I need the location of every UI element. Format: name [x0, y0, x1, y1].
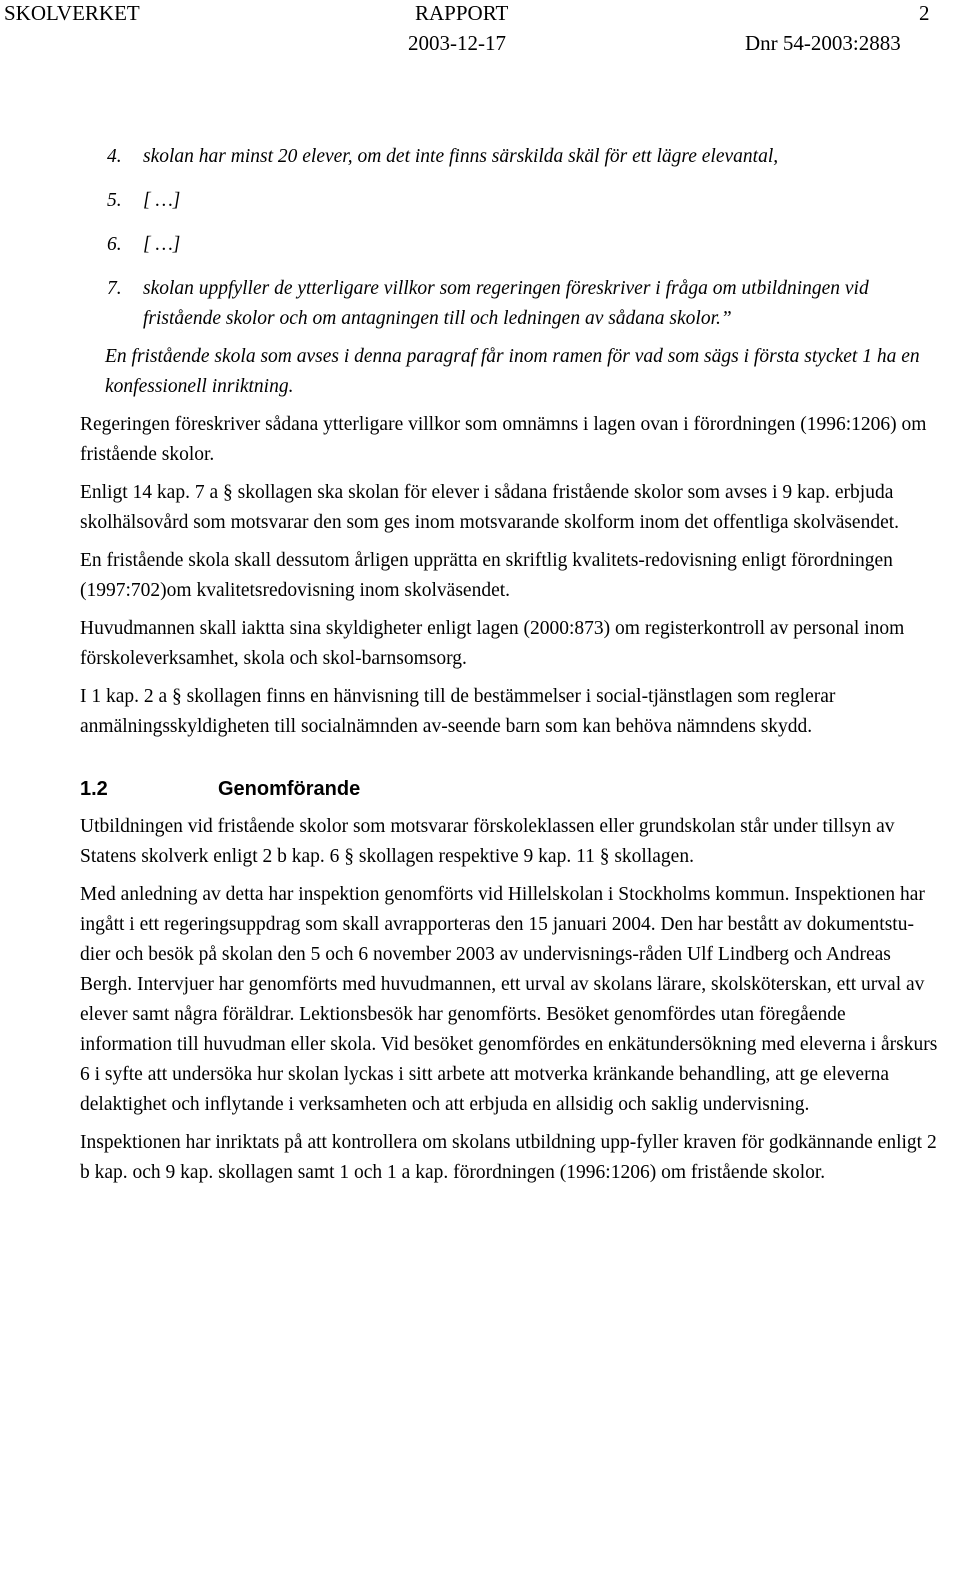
header-date: 2003-12-17: [408, 31, 506, 55]
header-registration-number: Dnr 54-2003:2883: [745, 31, 901, 55]
list-item-text: [ …]: [143, 190, 181, 211]
list-item-text: skolan har minst 20 elever, om det inte finns särskilda skäl för ett lägre elevantal,: [143, 146, 779, 167]
document-body: [80, 142, 940, 1194]
body-paragraph: Regeringen föreskriver sådana ytterligare villkor som omnämns i lagen ovan i förordningen (1996:1206) om fristående skolor.: [80, 414, 927, 465]
section-paragraph: Utbildningen vid fristående skolor som motsvarar förskoleklassen eller grundskolan står under tillsyn av Statens skolverk enligt 2 b kap. 6 § skollagen respektive 9 kap. 11 § skollagen.: [80, 816, 895, 867]
section-number: 1.2: [80, 778, 108, 800]
header-document-type: RAPPORT: [415, 1, 509, 25]
body-paragraph: En fristående skola skall dessutom årligen upprätta en skriftlig kvalitets-redovisning enligt förordningen (1997:702)om kvalitetsredovisning inom skolväsendet.: [80, 550, 893, 601]
list-item-number: 5.: [107, 190, 122, 211]
quoted-list-item: [107, 142, 940, 172]
quoted-list-item: [107, 274, 940, 334]
section-title: Genomförande: [218, 778, 361, 800]
section-heading: [80, 774, 940, 804]
body-paragraph: Huvudmannen skall iaktta sina skyldigheter enligt lagen (2000:873) om registerkontroll av personal inom förskoleverksamhet, skola och skol-barnsomsorg.: [80, 618, 905, 669]
body-paragraph: I 1 kap. 2 a § skollagen finns en hänvisning till de bestämmelser i social-tjänstlagen som reglerar anmälningsskyldigheten till socialnämnden av-seende barn som kan behöva nämndens skydd.: [80, 686, 836, 737]
list-item-number: 6.: [107, 234, 122, 255]
header-organization: SKOLVERKET: [4, 1, 140, 25]
quoted-list-item: [107, 230, 940, 260]
header-page-number: 2: [919, 1, 930, 25]
list-item-text: skolan uppfyller de ytterligare villkor som regeringen föreskriver i fråga om utbildningen vid fristående skolor och om antagningen till och ledningen av sådana skolor.”: [143, 278, 869, 329]
list-item-number: 7.: [107, 278, 122, 299]
body-paragraph: Enligt 14 kap. 7 a § skollagen ska skolan för elever i sådana fristående skolor som avses i 9 kap. erbjuda skolhälsovård som motsvarar den som ges inom motsvarande skolform inom det offentliga skolväsendet.: [80, 482, 900, 533]
section-paragraph: Med anledning av detta har inspektion genomförts vid Hillelskolan i Stockholms kommun. Inspektionen har ingått i ett regeringsuppdrag som skall avrapporteras den 15 januari 2004. Den har bestått av dokumentstu-dier och besök på skolan den 5 och 6 november 2003 av undervisnings-råden Ulf Lindberg och Andreas Bergh. Intervjuer har genomförts med huvudmannen, ett urval av skolans lärare, skolsköterskan, ett urval av elever samt några föräldrar. Lektionsbesök har genomförts. Besöket genomfördes utan föregående information till huvudman eller skola. Vid besöket genomfördes en enkätundersökning med eleverna i årskurs 6 i syfte att undersöka hur skolan lyckas i sitt arbete att motverka kränkande behandling, att ge eleverna delaktighet och inflytande i verksamheten och att erbjuda en allsidig och saklig undervisning.: [80, 884, 938, 1115]
quoted-list: [107, 142, 940, 334]
section-paragraph: Inspektionen har inriktats på att kontrollera om skolans utbildning upp-fyller kraven för godkännande enligt 2 b kap. och 9 kap. skollagen samt 1 och 1 a kap. förordningen (1996:1206) om fristående skolor.: [80, 1132, 937, 1183]
quoted-list-item: [107, 186, 940, 216]
quoted-paragraph: En fristående skola som avses i denna paragraf får inom ramen för vad som sägs i första stycket 1 ha en konfessionell inriktning.: [105, 346, 920, 397]
list-item-number: 4.: [107, 146, 122, 167]
list-item-text: [ …]: [143, 234, 181, 255]
